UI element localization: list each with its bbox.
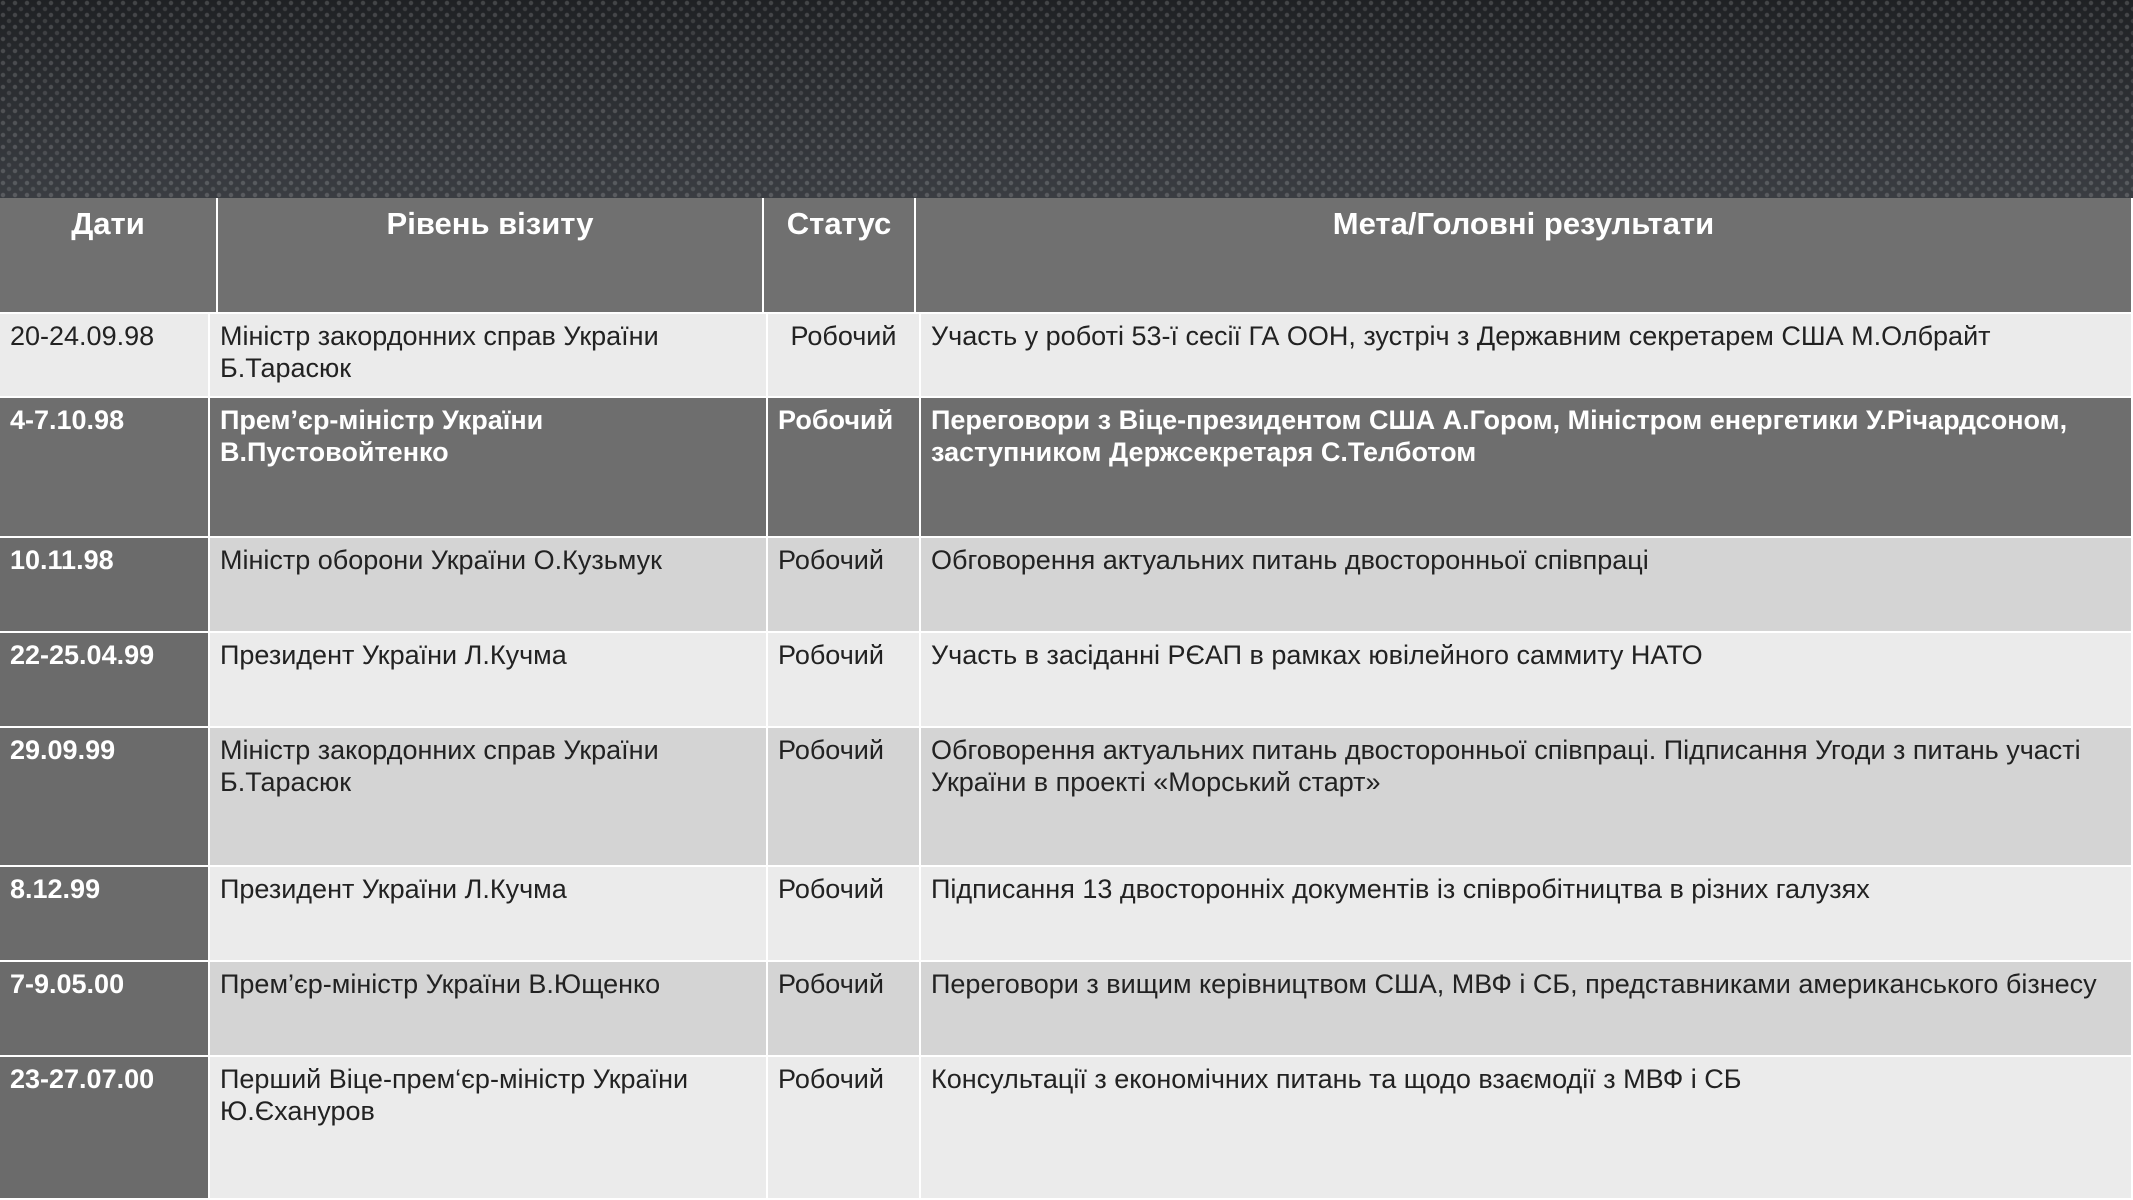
cell-result: Переговори з Віце-президентом США А.Гором, Міністром енергетики У.Річардсоном, заступником Держсекретаря С.Телботом	[921, 398, 2133, 538]
cell-status: Робочий	[768, 1057, 921, 1200]
table-row	[0, 398, 2133, 538]
table-row	[0, 538, 2133, 633]
table-row	[0, 867, 2133, 962]
cell-status: Робочий	[768, 633, 921, 728]
table-row	[0, 962, 2133, 1057]
cell-date: 4-7.10.98	[0, 398, 210, 538]
cell-date: 23-27.07.00	[0, 1057, 210, 1200]
cell-date: 20-24.09.98	[0, 314, 210, 398]
cell-date: 10.11.98	[0, 538, 210, 633]
header-status: Статус	[764, 198, 916, 314]
cell-date: 22-25.04.99	[0, 633, 210, 728]
cell-result: Консультації з економічних питань та щодо взаємодії з МВФ і СБ	[921, 1057, 2133, 1200]
header-results: Мета/Головні результати	[916, 198, 2133, 314]
cell-result: Обговорення актуальних питань двосторонньої співпраці. Підписання Угоди з питань участі України в проекті «Морський старт»	[921, 728, 2133, 867]
cell-date: 8.12.99	[0, 867, 210, 962]
cell-result: Участь у роботі 53-ї сесії ГА ООН, зустріч з Державним секретарем США М.Олбрайт	[921, 314, 2133, 398]
cell-status: Робочий	[768, 867, 921, 962]
visits-table	[0, 198, 2133, 1200]
cell-result: Обговорення актуальних питань двосторонньої співпраці	[921, 538, 2133, 633]
cell-level: Прем’єр-міністр України В.Ющенко	[210, 962, 768, 1057]
cell-status: Робочий	[768, 728, 921, 867]
table-row	[0, 1057, 2133, 1200]
table-header-row	[0, 198, 2133, 314]
cell-result: Участь в засіданні РЄАП в рамках ювілейного саммиту НАТО	[921, 633, 2133, 728]
header-visit-level: Рівень візиту	[218, 198, 764, 314]
cell-status: Робочий	[768, 538, 921, 633]
table-row	[0, 633, 2133, 728]
header-dates: Дати	[0, 198, 218, 314]
cell-date: 29.09.99	[0, 728, 210, 867]
cell-status: Робочий	[768, 398, 921, 538]
cell-result: Переговори з вищим керівництвом США, МВФ і СБ, представниками американського бізнесу	[921, 962, 2133, 1057]
cell-level: Прем’єр-міністр України В.Пустовойтенко	[210, 398, 768, 538]
cell-level: Президент України Л.Кучма	[210, 867, 768, 962]
cell-status: Робочий	[768, 314, 921, 398]
cell-level: Міністр закордонних справ України Б.Тарасюк	[210, 314, 768, 398]
table-row	[0, 314, 2133, 398]
cell-level: Перший Віце-прем‘єр-міністр України Ю.Єхануров	[210, 1057, 768, 1200]
table-row	[0, 728, 2133, 867]
cell-result: Підписання 13 двосторонніх документів із співробітництва в різних галузях	[921, 867, 2133, 962]
title-banner	[0, 0, 2133, 198]
cell-date: 7-9.05.00	[0, 962, 210, 1057]
cell-level: Міністр оборони України О.Кузьмук	[210, 538, 768, 633]
cell-status: Робочий	[768, 962, 921, 1057]
cell-level: Президент України Л.Кучма	[210, 633, 768, 728]
cell-level: Міністр закордонних справ України Б.Тарасюк	[210, 728, 768, 867]
